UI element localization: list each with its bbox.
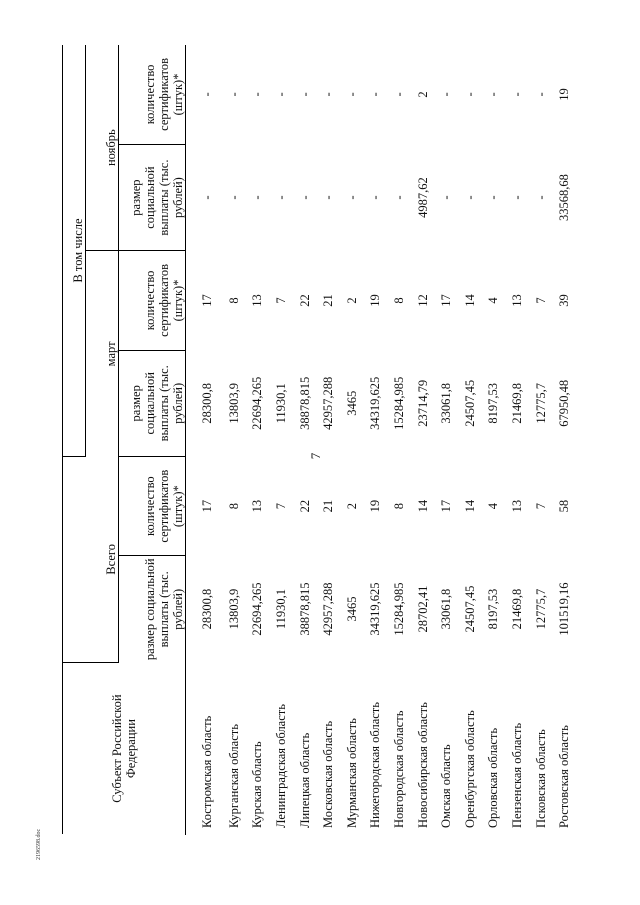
march-count-cell: 19 xyxy=(368,294,383,307)
total-payment-cell: 101519,16 xyxy=(557,582,572,636)
table-row xyxy=(482,45,506,835)
november-count-cell: - xyxy=(533,92,548,97)
region-cell: Нижегородская область xyxy=(368,702,383,828)
november-payment-cell: - xyxy=(462,195,477,200)
march-payment-cell: 34319,625 xyxy=(368,376,383,430)
total-count-cell: 17 xyxy=(439,499,454,513)
table-row xyxy=(387,45,411,835)
march-count-cell: 13 xyxy=(509,294,524,307)
header-november: ноябрь xyxy=(102,45,119,251)
region-cell: Курганская область xyxy=(226,724,241,828)
march-count-cell: 14 xyxy=(462,294,477,307)
march-payment-cell: 3465 xyxy=(344,390,359,416)
table-row xyxy=(316,45,340,835)
november-payment-cell: - xyxy=(250,195,265,200)
region-cell: Курская область xyxy=(250,741,265,828)
november-payment-cell: - xyxy=(321,195,336,200)
table-row xyxy=(505,45,529,835)
header-spacer-november xyxy=(86,45,103,251)
rotated-table-container xyxy=(62,45,572,835)
total-count-cell: 14 xyxy=(462,499,477,513)
total-payment-cell: 28300,8 xyxy=(200,588,214,630)
november-payment-cell: - xyxy=(200,195,214,200)
region-cell: Пензенская область xyxy=(509,722,524,828)
total-payment-cell: 42957,288 xyxy=(321,582,336,636)
social-payments-table xyxy=(62,45,576,835)
footer-doc-code: 2196598.doc xyxy=(36,828,42,860)
november-count-cell: 19 xyxy=(557,88,572,101)
table-row xyxy=(293,45,317,835)
november-count-cell: - xyxy=(509,92,524,97)
table-row xyxy=(269,45,293,835)
total-payment-cell: 11930,1 xyxy=(273,588,288,630)
region-cell: Псковская область xyxy=(533,729,548,828)
november-count-cell: - xyxy=(321,92,336,97)
total-count-cell: 19 xyxy=(368,499,383,513)
march-payment-cell: 15284,985 xyxy=(391,376,406,430)
november-count-cell: 2 xyxy=(415,91,430,98)
total-count-cell: 2 xyxy=(344,503,359,510)
total-count-cell: 21 xyxy=(321,499,336,513)
november-count-cell: - xyxy=(226,92,241,97)
march-count-cell: 17 xyxy=(439,294,454,307)
total-payment-cell: 24507,45 xyxy=(462,585,477,633)
november-count-cell: - xyxy=(462,92,477,97)
total-payment-cell: 21469,8 xyxy=(509,588,524,630)
november-payment-cell: - xyxy=(273,195,288,200)
november-count-cell: - xyxy=(368,92,383,97)
header-march-count: количество сертификатов (штук)* xyxy=(119,251,186,350)
march-count-cell: 22 xyxy=(297,294,312,307)
november-payment-cell: - xyxy=(391,195,406,200)
november-count-cell: - xyxy=(200,92,214,97)
march-payment-cell: 13803,9 xyxy=(226,382,241,424)
march-count-cell: 8 xyxy=(226,297,241,304)
region-cell: Ленинградская область xyxy=(273,704,288,828)
november-payment-cell: - xyxy=(297,195,312,200)
march-count-cell: 21 xyxy=(321,294,336,307)
table-row xyxy=(434,45,458,835)
page-number: 7 xyxy=(308,452,323,460)
total-payment-cell: 22694,265 xyxy=(250,582,265,636)
header-subject: Субъект Российской Федерации xyxy=(63,662,186,834)
march-count-cell: 39 xyxy=(557,294,572,307)
march-count-cell: 2 xyxy=(344,297,359,304)
header-total-count: количество сертификатов (штук)* xyxy=(119,457,186,556)
november-payment-cell: 33568,68 xyxy=(557,174,572,222)
november-payment-cell: - xyxy=(439,195,454,200)
march-count-cell: 4 xyxy=(486,297,501,304)
table-row xyxy=(552,45,576,835)
header-november-count: количество сертификатов (штук)* xyxy=(119,45,186,144)
region-cell: Липецкая область xyxy=(297,732,312,828)
march-payment-cell: 8197,53 xyxy=(486,382,501,424)
march-count-cell: 8 xyxy=(391,297,406,304)
region-cell: Оренбургская область xyxy=(462,710,477,828)
region-cell: Орловская область xyxy=(486,727,501,828)
november-count-cell: - xyxy=(344,92,359,97)
march-count-cell: 13 xyxy=(250,294,265,307)
november-payment-cell: - xyxy=(368,195,383,200)
total-count-cell: 13 xyxy=(509,499,524,513)
november-payment-cell: 4987,62 xyxy=(415,177,430,218)
total-count-cell: 7 xyxy=(273,503,288,510)
total-count-cell: 4 xyxy=(486,503,501,510)
total-count-cell: 7 xyxy=(533,503,548,510)
region-cell: Омская область xyxy=(439,744,454,828)
total-payment-cell: 34319,625 xyxy=(368,582,383,636)
november-payment-cell: - xyxy=(533,195,548,200)
total-count-cell: 13 xyxy=(250,499,265,513)
table-row xyxy=(222,45,246,835)
table-row xyxy=(529,45,553,835)
march-payment-cell: 67950,48 xyxy=(557,379,572,427)
header-including: В том числе xyxy=(63,45,86,457)
march-payment-cell: 33061,8 xyxy=(439,382,454,424)
header-total: Всего xyxy=(63,457,119,663)
region-cell: Ростовская область xyxy=(557,725,572,828)
total-payment-cell: 28702,41 xyxy=(415,585,430,633)
march-payment-cell: 24507,45 xyxy=(462,379,477,427)
march-payment-cell: 28300,8 xyxy=(200,382,214,424)
total-payment-cell: 33061,8 xyxy=(439,588,454,630)
total-payment-cell: 12775,7 xyxy=(533,588,548,630)
november-payment-cell: - xyxy=(486,195,501,200)
march-count-cell: 7 xyxy=(273,297,288,304)
region-cell: Костромская область xyxy=(200,715,214,828)
march-payment-cell: 21469,8 xyxy=(509,382,524,424)
region-cell: Новосибирская область xyxy=(415,702,430,828)
header-spacer-march xyxy=(86,251,103,457)
november-count-cell: - xyxy=(250,92,265,97)
march-count-cell: 7 xyxy=(533,297,548,304)
table-row xyxy=(246,45,270,835)
november-count-cell: - xyxy=(273,92,288,97)
total-payment-cell: 38878,815 xyxy=(297,582,312,636)
total-payment-cell: 15284,985 xyxy=(391,582,406,636)
header-total-payment: размер социальной выплаты (тыс. рублей) xyxy=(119,556,186,662)
total-payment-cell: 13803,9 xyxy=(226,588,241,630)
march-payment-cell: 11930,1 xyxy=(273,383,288,424)
march-payment-cell: 38878,815 xyxy=(297,376,312,430)
march-count-cell: 17 xyxy=(200,294,214,307)
header-march-payment: размер социальной выплаты (тыс. рублей) xyxy=(119,350,186,456)
november-payment-cell: - xyxy=(344,195,359,200)
table-row xyxy=(458,45,482,835)
november-payment-cell: - xyxy=(226,195,241,200)
total-count-cell: 8 xyxy=(391,503,406,510)
region-cell: Мурманская область xyxy=(344,718,359,828)
table-row xyxy=(411,45,435,835)
header-november-payment: размер социальной выплаты (тыс. рублей) xyxy=(119,144,186,250)
november-count-cell: - xyxy=(439,92,454,97)
march-count-cell: 12 xyxy=(415,294,430,307)
march-payment-cell: 42957,288 xyxy=(321,376,336,430)
march-payment-cell: 22694,265 xyxy=(250,376,265,430)
november-count-cell: - xyxy=(297,92,312,97)
march-payment-cell: 12775,7 xyxy=(533,382,548,424)
table-row xyxy=(186,45,223,835)
table-row xyxy=(340,45,364,835)
march-payment-cell: 23714,79 xyxy=(415,379,430,427)
total-count-cell: 14 xyxy=(415,499,430,513)
header-march: март xyxy=(102,251,119,457)
region-cell: Новгородская область xyxy=(391,710,406,828)
total-payment-cell: 3465 xyxy=(344,596,359,622)
region-cell: Московская область xyxy=(321,720,336,828)
table-body xyxy=(186,45,576,835)
total-count-cell: 22 xyxy=(297,499,312,513)
november-payment-cell: - xyxy=(509,195,524,200)
total-count-cell: 58 xyxy=(557,499,572,513)
table-row xyxy=(364,45,388,835)
november-count-cell: - xyxy=(391,92,406,97)
total-payment-cell: 8197,53 xyxy=(486,588,501,630)
november-count-cell: - xyxy=(486,92,501,97)
total-count-cell: 17 xyxy=(200,499,214,513)
total-count-cell: 8 xyxy=(226,503,241,510)
